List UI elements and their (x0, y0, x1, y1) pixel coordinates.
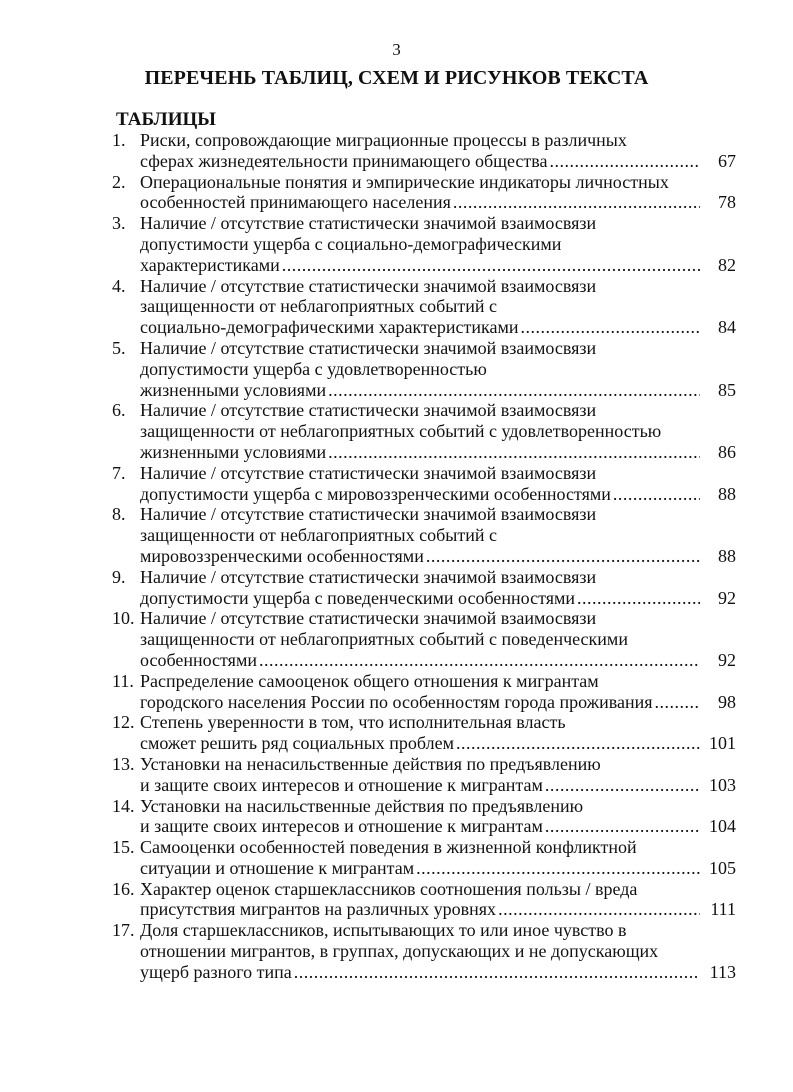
toc-entry-page-number: 105 (709, 857, 736, 878)
dot-leader (259, 650, 700, 671)
toc-entry-line (140, 816, 702, 837)
toc-entry-line-text: Доля старшеклассников, испытывающих то или иное чувство в (140, 920, 627, 941)
toc-entry-line (140, 650, 702, 671)
toc-entry-line-text: допустимости ущерба с удовлетворенностью (140, 358, 487, 379)
toc-entry-text (140, 754, 740, 796)
toc-entry (112, 567, 740, 609)
toc-entry-line (140, 837, 702, 858)
toc-entry-number: 4. (112, 275, 126, 296)
toc-entry-line (140, 608, 702, 629)
toc-entry-page-number: 92 (718, 649, 736, 670)
toc-entry (112, 712, 740, 754)
dot-leader (521, 317, 700, 338)
toc-entry-page-number: 103 (709, 774, 736, 795)
toc-entry (112, 400, 740, 462)
toc-entry-line (140, 546, 702, 567)
toc-entry-line (140, 338, 702, 359)
toc-entry-line (140, 775, 702, 796)
dot-leader (550, 151, 700, 172)
toc-entry-line-text: сферах жизнедеятельности принимающего общества (140, 150, 548, 171)
dot-leader (577, 588, 700, 609)
toc-entry-number: 3. (112, 213, 126, 234)
toc-entry-number: 12. (112, 712, 135, 733)
toc-entry-text (140, 796, 740, 838)
toc-entry-text (140, 172, 740, 214)
toc-entry-page-number: 104 (709, 816, 736, 837)
toc-entry-text (140, 837, 740, 879)
toc-entry-line-text: Степень уверенности в том, что исполнительная власть (140, 712, 566, 733)
toc-entry-page-number: 84 (718, 317, 736, 338)
toc-entry-line (140, 463, 702, 484)
toc-entry-line (140, 130, 702, 151)
dot-leader (328, 380, 700, 401)
toc-entry (112, 879, 740, 921)
toc-entry (112, 796, 740, 838)
toc-entry-text (140, 920, 740, 982)
toc-entry (112, 172, 740, 214)
toc-entry (112, 463, 740, 505)
toc-entry-line (140, 442, 702, 463)
toc-entry-line (140, 692, 702, 713)
toc-entry-text (140, 608, 740, 670)
toc-entry-text (140, 463, 740, 505)
toc-entry-line-text: защищенности от неблагоприятных событий с (140, 525, 498, 546)
toc-entry-text (140, 567, 740, 609)
toc-entry-text (140, 276, 740, 338)
toc-entry-line-text: Риски, сопровождающие миграционные процессы в различных (140, 130, 627, 150)
toc-entry-number: 14. (112, 795, 135, 816)
toc-entry-line (140, 421, 702, 442)
toc-entry-line-text: Наличие / отсутствие статистически значимой взаимосвязи (140, 337, 597, 358)
toc-entry-line (140, 213, 702, 234)
dot-leader (426, 546, 700, 567)
toc-entry-number: 9. (112, 566, 126, 587)
toc-entry-line (140, 276, 702, 297)
dot-leader (545, 816, 700, 837)
toc-entry (112, 504, 740, 566)
toc-entry-line-text: Наличие / отсутствие статистически значимой взаимосвязи (140, 504, 597, 525)
toc-entry-text (140, 671, 740, 713)
toc-entry-line-text: Наличие / отсутствие статистически значимой взаимосвязи (140, 275, 597, 296)
toc-entry-line (140, 962, 702, 983)
toc-entry-line (140, 296, 702, 317)
toc-entry-line-text: защищенности от неблагоприятных событий с (140, 296, 498, 317)
toc-entry-line (140, 172, 702, 193)
dot-leader (282, 255, 700, 276)
toc-entry-page-number: 111 (710, 899, 736, 920)
toc-entry-line-text: допустимости ущерба с мировоззренческими особенностями (140, 483, 611, 504)
toc-entry-line-text: Установки на ненасильственные действия по предъявлению (140, 753, 601, 774)
toc-entry-line (140, 629, 702, 650)
toc-entry-number: 16. (112, 878, 135, 899)
toc-entry-line-text: социально-демографическими характеристиками (140, 317, 519, 338)
toc-entry-page-number: 88 (718, 483, 736, 504)
toc-entry-page-number: 86 (718, 441, 736, 462)
toc-entry-text (140, 338, 740, 400)
toc-entry-line-text: и защите своих интересов и отношение к мигрантам (140, 774, 543, 795)
toc-entry-line (140, 920, 702, 941)
dot-leader (416, 858, 700, 879)
toc-entry-page-number: 88 (718, 545, 736, 566)
toc-entry-page-number: 113 (709, 961, 736, 982)
toc-entry-line-text: Самооценки особенностей поведения в жизненной конфликтной (140, 837, 637, 858)
dot-leader (456, 733, 700, 754)
toc-entry-line-text: Наличие / отсутствие статистически значимой взаимосвязи (140, 566, 597, 587)
table-of-contents-list (112, 130, 740, 983)
toc-entry-line (140, 588, 702, 609)
toc-entry (112, 608, 740, 670)
toc-entry (112, 338, 740, 400)
toc-entry-line-text: характеристиками (140, 254, 280, 275)
toc-entry-line (140, 712, 702, 733)
toc-entry-page-number: 82 (718, 254, 736, 275)
toc-entry-line-text: городского населения России по особенностям города проживания (140, 691, 653, 712)
toc-entry-line (140, 400, 702, 421)
toc-entry-line (140, 941, 702, 962)
dot-leader (545, 775, 700, 796)
toc-entry-line-text: жизненными условиями (140, 441, 327, 462)
dot-leader (498, 899, 700, 920)
toc-entry-line-text: мировоззренческими особенностями (140, 545, 424, 566)
toc-entry (112, 837, 740, 879)
toc-entry-line (140, 754, 702, 775)
toc-entry-number: 8. (112, 504, 126, 525)
toc-entry-number: 1. (112, 130, 126, 150)
toc-entry-line-text: допустимости ущерба с поведенческими особенностями (140, 587, 576, 608)
toc-entry-text (140, 712, 740, 754)
toc-entry-line (140, 359, 702, 380)
toc-entry-line (140, 151, 702, 172)
toc-entry-text (140, 130, 740, 172)
toc-entry-page-number: 92 (718, 587, 736, 608)
toc-entry-page-number: 85 (718, 379, 736, 400)
toc-entry-page-number: 78 (718, 192, 736, 213)
toc-entry-line-text: Наличие / отсутствие статистически значимой взаимосвязи (140, 462, 597, 483)
toc-entry-line (140, 380, 702, 401)
dot-leader (294, 962, 700, 983)
toc-entry-line-text: особенностями (140, 649, 257, 670)
toc-entry-line (140, 504, 702, 525)
toc-entry-line (140, 899, 702, 920)
toc-entry-text (140, 400, 740, 462)
toc-entry-page-number: 101 (709, 733, 736, 754)
toc-entry-line (140, 879, 702, 900)
section-title-tables: ТАБЛИЦЫ (116, 109, 216, 130)
toc-entry-line (140, 484, 702, 505)
toc-entry-line-text: особенностей принимающего населения (140, 192, 451, 213)
toc-entry-number: 15. (112, 837, 135, 858)
toc-entry-number: 10. (112, 608, 135, 629)
page-title: ПЕРЕЧЕНЬ ТАБЛИЦ, СХЕМ И РИСУНКОВ ТЕКСТА (144, 67, 649, 89)
toc-entry-line-text: защищенности от неблагоприятных событий с удовлетворенностью (140, 421, 662, 442)
toc-entry-line-text: Наличие / отсутствие статистически значимой взаимосвязи (140, 400, 597, 421)
toc-entry-line-text: жизненными условиями (140, 379, 327, 400)
toc-entry-number: 13. (112, 753, 135, 774)
toc-entry (112, 920, 740, 982)
toc-entry-page-number: 67 (718, 150, 736, 171)
toc-entry-text (140, 504, 740, 566)
dot-leader (453, 192, 700, 213)
toc-entry-line-text: присутствия мигрантов на различных уровнях (140, 899, 497, 920)
page-number: 3 (392, 40, 401, 59)
toc-entry-line-text: отношении мигрантов, в группах, допускающих и не допускающих (140, 941, 659, 962)
toc-entry-line (140, 255, 702, 276)
toc-entry-line (140, 858, 702, 879)
toc-entry-line (140, 796, 702, 817)
toc-entry-text (140, 213, 740, 275)
toc-entry-number: 5. (112, 337, 126, 358)
toc-entry-line-text: Наличие / отсутствие статистически значимой взаимосвязи (140, 213, 597, 234)
dot-leader (655, 692, 700, 713)
toc-entry-line-text: ситуации и отношение к мигрантам (140, 857, 415, 878)
toc-entry-line-text: защищенности от неблагоприятных событий с поведенческими (140, 629, 628, 650)
toc-entry-number: 7. (112, 462, 126, 483)
toc-entry-line (140, 671, 702, 692)
toc-entry (112, 276, 740, 338)
toc-entry (112, 671, 740, 713)
toc-entry-line (140, 234, 702, 255)
toc-entry-line-text: допустимости ущерба с социально-демографическими (140, 233, 562, 254)
toc-entry (112, 130, 740, 172)
toc-entry-line-text: ущерб разного типа (140, 961, 292, 982)
toc-entry-line (140, 733, 702, 754)
toc-entry-line-text: Наличие / отсутствие статистически значимой взаимосвязи (140, 608, 597, 629)
dot-leader (328, 442, 700, 463)
toc-entry-line-text: Характер оценок старшеклассников соотношения пользы / вреда (140, 878, 638, 899)
dot-leader (613, 484, 700, 505)
toc-entry-text (140, 879, 740, 921)
toc-entry-number: 11. (112, 670, 134, 691)
toc-entry-line-text: сможет решить ряд социальных проблем (140, 733, 455, 754)
toc-entry-line-text: и защите своих интересов и отношение к мигрантам (140, 816, 543, 837)
toc-entry-line (140, 192, 702, 213)
toc-entry-line-text: Операциональные понятия и эмпирические индикаторы личностных (140, 171, 669, 192)
toc-entry-number: 2. (112, 171, 126, 192)
toc-entry (112, 754, 740, 796)
toc-entry-line-text: Установки на насильственные действия по предъявлению (140, 795, 584, 816)
toc-entry-line-text: Распределение самооценок общего отношения к мигрантам (140, 670, 599, 691)
toc-entry (112, 213, 740, 275)
toc-entry-line (140, 567, 702, 588)
toc-entry-line (140, 317, 702, 338)
toc-entry-number: 17. (112, 920, 135, 941)
toc-entry-number: 6. (112, 400, 126, 421)
toc-entry-page-number: 98 (718, 691, 736, 712)
toc-entry-line (140, 525, 702, 546)
